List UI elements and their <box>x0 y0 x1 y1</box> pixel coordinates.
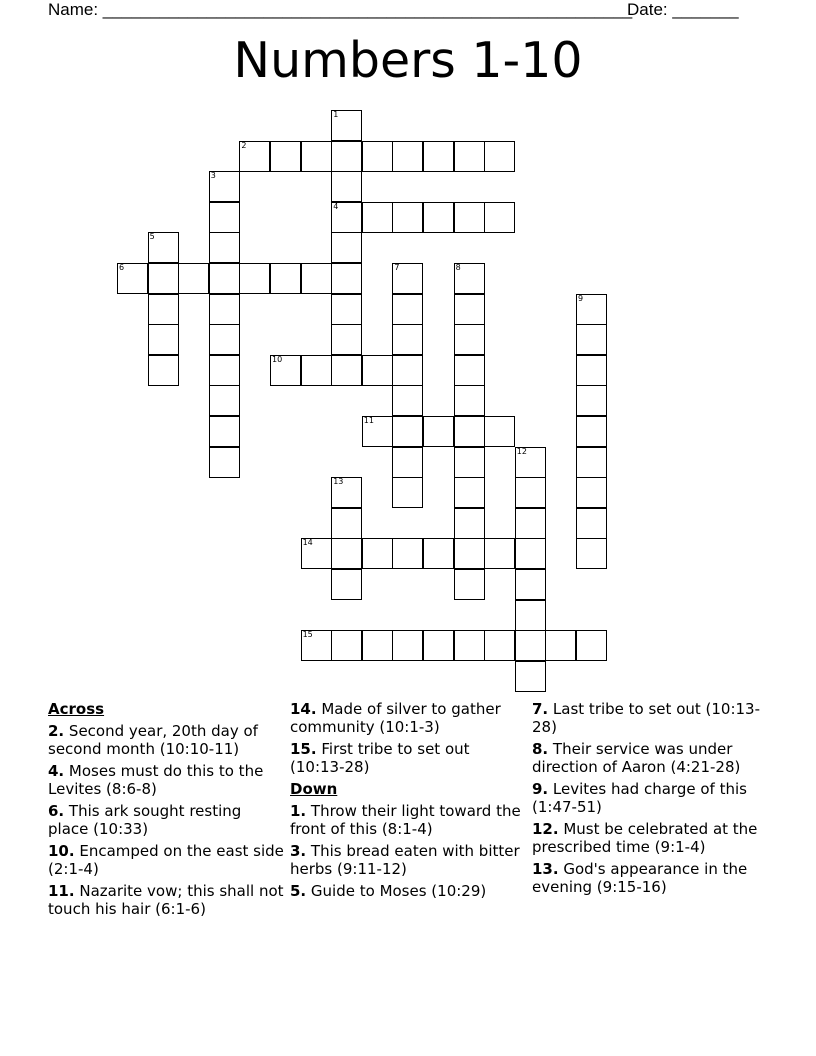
clue-number: 4. <box>48 762 65 780</box>
grid-cell[interactable] <box>576 630 607 661</box>
across-heading: Across <box>48 700 105 718</box>
grid-cell[interactable] <box>392 141 423 172</box>
grid-cell[interactable] <box>301 355 332 386</box>
clue-number-label: 11 <box>363 416 374 425</box>
grid-cell[interactable] <box>209 171 240 202</box>
grid-cell[interactable] <box>270 263 301 294</box>
grid-cell[interactable] <box>423 416 454 447</box>
grid-cell[interactable] <box>515 508 546 539</box>
grid-cell[interactable] <box>576 508 607 539</box>
clue-across-14 <box>290 700 526 736</box>
clue-number-label: 4 <box>333 201 339 211</box>
clue-number: 15. <box>290 740 317 758</box>
page-title: Numbers 1-10 <box>233 32 583 89</box>
grid-cell[interactable] <box>209 263 240 294</box>
grid-cell[interactable] <box>392 202 423 233</box>
clue-across-10 <box>48 842 284 878</box>
clue-number-label: 12 <box>516 446 527 456</box>
grid-cell[interactable] <box>423 202 454 233</box>
grid-cell[interactable] <box>392 294 423 325</box>
grid-cell[interactable] <box>515 447 546 478</box>
clue-number-label: 15 <box>302 630 313 640</box>
grid-cell[interactable] <box>148 355 179 386</box>
grid-cell[interactable] <box>362 141 393 172</box>
grid-cell[interactable] <box>515 600 546 631</box>
grid-cell[interactable] <box>331 202 362 233</box>
grid-cell[interactable] <box>454 416 485 447</box>
grid-cell[interactable] <box>454 569 485 600</box>
grid-cell[interactable] <box>331 569 362 600</box>
grid-cell[interactable] <box>178 263 209 294</box>
grid-cell[interactable] <box>484 538 515 569</box>
grid-cell[interactable] <box>576 538 607 569</box>
grid-cell[interactable] <box>576 324 607 355</box>
grid-cell[interactable] <box>209 385 240 416</box>
clue-number: 12. <box>532 820 559 838</box>
grid-cell[interactable] <box>515 477 546 508</box>
grid-cell[interactable] <box>331 630 362 661</box>
grid-cell[interactable] <box>209 447 240 478</box>
grid-cell[interactable] <box>576 294 607 325</box>
clue-text: This ark sought resting place (10:33) <box>48 802 242 838</box>
grid-cell[interactable] <box>484 141 515 172</box>
grid-cell[interactable] <box>301 263 332 294</box>
grid-cell[interactable] <box>392 416 423 447</box>
grid-cell[interactable] <box>362 416 393 447</box>
clue-across-2 <box>48 722 284 758</box>
clue-number-label: 14 <box>302 538 313 548</box>
grid-cell[interactable] <box>209 294 240 325</box>
clue-number: 8. <box>532 740 549 758</box>
grid-cell[interactable] <box>454 508 485 539</box>
clue-text: Made of silver to gather community (10:1-3) <box>290 700 501 736</box>
clue-text: Must be celebrated at the prescribed time (9:1-4) <box>532 820 758 856</box>
grid-cell[interactable] <box>454 263 485 294</box>
clue-across-11 <box>48 882 284 918</box>
clue-number: 3. <box>290 842 307 860</box>
clue-down-8 <box>532 740 768 776</box>
grid-cell[interactable] <box>331 294 362 325</box>
clue-down-3 <box>290 842 526 878</box>
clue-text: God's appearance in the evening (9:15-16) <box>532 860 748 896</box>
grid-cell[interactable] <box>576 416 607 447</box>
grid-cell[interactable] <box>576 477 607 508</box>
grid-cell[interactable] <box>454 630 485 661</box>
date-field-label: Date: _______ <box>627 0 739 19</box>
grid-cell[interactable] <box>392 324 423 355</box>
clue-down-1 <box>290 802 526 838</box>
grid-cell[interactable] <box>331 263 362 294</box>
clue-number: 1. <box>290 802 307 820</box>
clue-number: 9. <box>532 780 549 798</box>
grid-cell[interactable] <box>239 141 270 172</box>
clue-number: 13. <box>532 860 559 878</box>
grid-cell[interactable] <box>331 324 362 355</box>
clue-number: 2. <box>48 722 65 740</box>
grid-cell[interactable] <box>484 202 515 233</box>
grid-cell[interactable] <box>362 202 393 233</box>
grid-cell[interactable] <box>545 630 576 661</box>
clue-number-label: 6 <box>119 263 125 272</box>
grid-cell[interactable] <box>392 385 423 416</box>
clue-text: This bread eaten with bitter herbs (9:11-12) <box>290 842 520 878</box>
grid-cell[interactable] <box>454 324 485 355</box>
grid-cell[interactable] <box>209 232 240 263</box>
grid-cell[interactable] <box>209 416 240 447</box>
clue-down-12 <box>532 820 768 856</box>
clue-number-label: 13 <box>333 477 344 487</box>
name-field-label: Name: ________________________________________________________ <box>48 0 633 19</box>
clue-text: First tribe to set out (10:13-28) <box>290 740 470 776</box>
grid-cell[interactable] <box>454 538 485 569</box>
grid-cell[interactable] <box>515 538 546 569</box>
grid-cell[interactable] <box>209 324 240 355</box>
clue-text: Moses must do this to the Levites (8:6-8) <box>48 762 264 798</box>
clue-down-9 <box>532 780 768 816</box>
grid-cell[interactable] <box>454 294 485 325</box>
clue-number: 14. <box>290 700 317 718</box>
clue-number-label: 9 <box>578 293 584 303</box>
grid-cell[interactable] <box>454 447 485 478</box>
clue-number-label: 5 <box>149 232 155 242</box>
grid-cell[interactable] <box>209 355 240 386</box>
clue-number-label: 10 <box>272 354 283 364</box>
clue-text: Last tribe to set out (10:13-28) <box>532 700 761 736</box>
clue-number: 11. <box>48 882 75 900</box>
grid-cell[interactable] <box>576 385 607 416</box>
grid-cell[interactable] <box>392 630 423 661</box>
clue-text: Levites had charge of this (1:47-51) <box>532 780 747 816</box>
grid-cell[interactable] <box>148 232 179 263</box>
grid-cell[interactable] <box>331 477 362 508</box>
grid-cell[interactable] <box>454 385 485 416</box>
grid-cell[interactable] <box>117 263 148 294</box>
grid-cell[interactable] <box>392 447 423 478</box>
grid-cell[interactable] <box>270 355 301 386</box>
grid-cell[interactable] <box>362 538 393 569</box>
grid-cell[interactable] <box>331 355 362 386</box>
grid-cell[interactable] <box>148 263 179 294</box>
clue-across-4 <box>48 762 284 798</box>
clue-number-label: 8 <box>455 263 461 272</box>
clue-across-6 <box>48 802 284 838</box>
clue-text: Encamped on the east side (2:1-4) <box>48 842 284 878</box>
clue-text: Throw their light toward the front of this (8:1-4) <box>290 802 521 838</box>
clue-number-label: 7 <box>394 263 400 272</box>
grid-cell[interactable] <box>454 202 485 233</box>
grid-cell[interactable] <box>484 416 515 447</box>
down-heading: Down <box>290 780 338 798</box>
clue-text: Nazarite vow; this shall not touch his hair (6:1-6) <box>48 882 284 918</box>
grid-cell[interactable] <box>331 110 362 141</box>
clue-text: Guide to Moses (10:29) <box>310 882 487 900</box>
grid-cell[interactable] <box>392 538 423 569</box>
grid-cell[interactable] <box>576 355 607 386</box>
grid-cell[interactable] <box>454 477 485 508</box>
grid-cell[interactable] <box>515 661 546 692</box>
grid-cell[interactable] <box>392 477 423 508</box>
clue-number-label: 3 <box>210 171 216 181</box>
grid-cell[interactable] <box>484 630 515 661</box>
clue-column-3 <box>532 700 768 900</box>
clue-text: Second year, 20th day of second month (10:10-11) <box>48 722 258 758</box>
grid-cell[interactable] <box>239 263 270 294</box>
grid-cell[interactable] <box>362 355 393 386</box>
grid-cell[interactable] <box>301 630 332 661</box>
grid-cell[interactable] <box>515 630 546 661</box>
clue-column-2 <box>290 700 526 904</box>
grid-cell[interactable] <box>270 141 301 172</box>
grid-cell[interactable] <box>331 508 362 539</box>
grid-cell[interactable] <box>301 141 332 172</box>
clue-number-label: 1 <box>333 110 339 119</box>
clue-column-1 <box>48 700 284 922</box>
clue-number: 7. <box>532 700 549 718</box>
grid-cell[interactable] <box>148 324 179 355</box>
grid-cell[interactable] <box>331 141 362 172</box>
clue-text: Their service was under direction of Aaron (4:21-28) <box>532 740 741 776</box>
clue-number: 6. <box>48 802 65 820</box>
grid-cell[interactable] <box>209 202 240 233</box>
clue-across-15 <box>290 740 526 776</box>
grid-cell[interactable] <box>454 355 485 386</box>
grid-cell[interactable] <box>148 294 179 325</box>
grid-cell[interactable] <box>331 232 362 263</box>
grid-cell[interactable] <box>515 569 546 600</box>
grid-cell[interactable] <box>301 538 332 569</box>
grid-cell[interactable] <box>423 630 454 661</box>
grid-cell[interactable] <box>331 171 362 202</box>
grid-cell[interactable] <box>454 141 485 172</box>
grid-cell[interactable] <box>331 538 362 569</box>
grid-cell[interactable] <box>423 141 454 172</box>
grid-cell[interactable] <box>576 447 607 478</box>
grid-cell[interactable] <box>392 355 423 386</box>
grid-cell[interactable] <box>392 263 423 294</box>
clue-down-7 <box>532 700 768 736</box>
clue-number: 5. <box>290 882 307 900</box>
clue-number-label: 2 <box>241 140 247 150</box>
clue-down-5 <box>290 882 526 900</box>
grid-cell[interactable] <box>423 538 454 569</box>
clue-down-13 <box>532 860 768 896</box>
clue-number: 10. <box>48 842 75 860</box>
grid-cell[interactable] <box>362 630 393 661</box>
